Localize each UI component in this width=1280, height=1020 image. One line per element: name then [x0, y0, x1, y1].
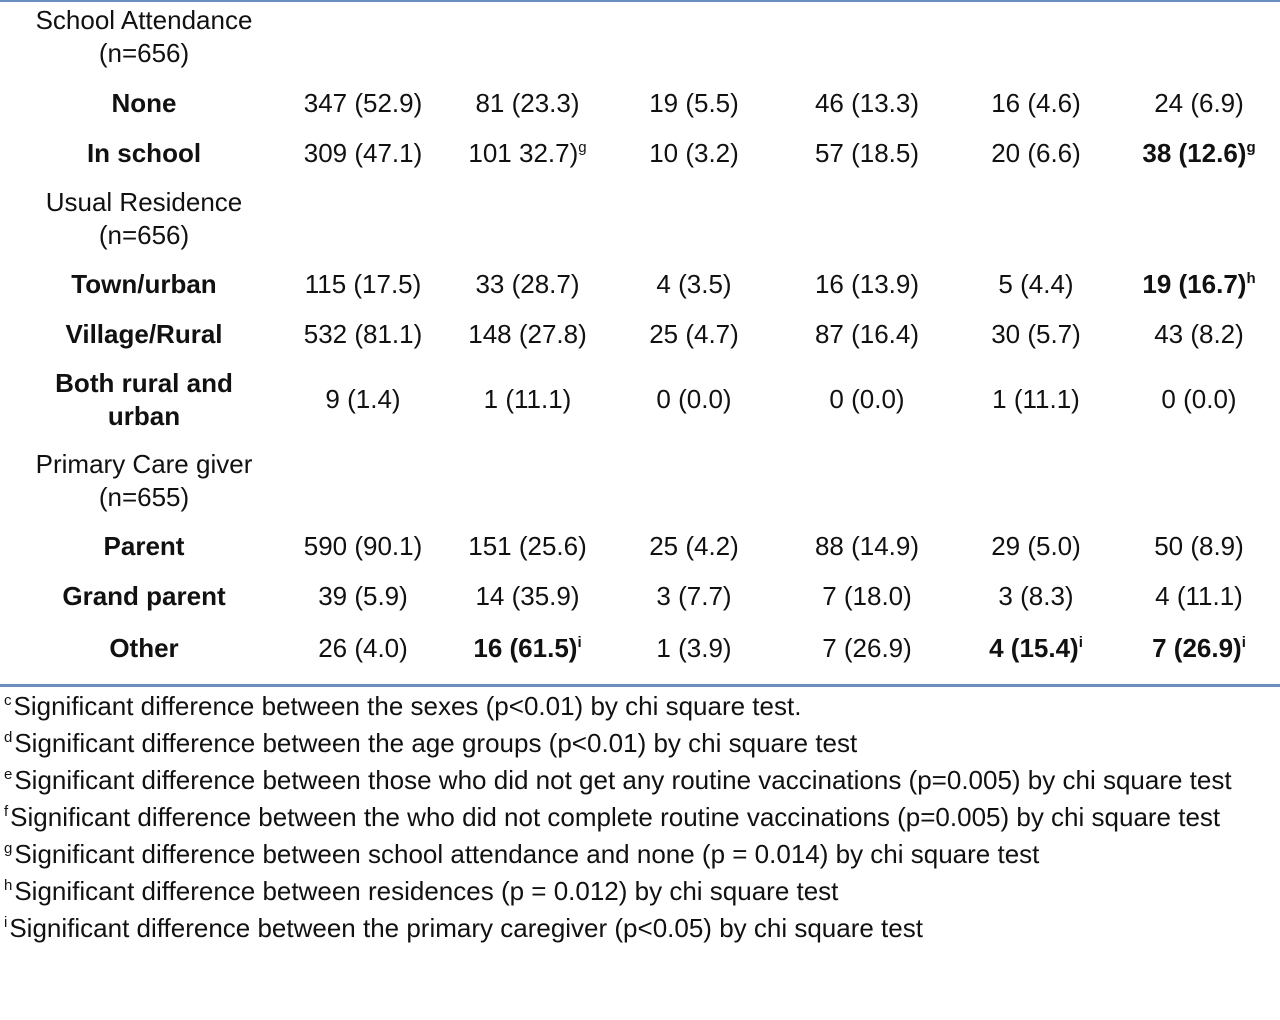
- cell-footnote-mark: g: [1246, 139, 1256, 156]
- table-cell: [778, 318, 956, 351]
- table-cell: [288, 383, 438, 416]
- row-label: [0, 367, 288, 433]
- section-heading-line: Usual Residence: [45, 187, 243, 217]
- table-cell: [960, 383, 1112, 416]
- cell-value: 43 (8.2): [1154, 319, 1244, 349]
- cell-footnote-mark: i: [577, 634, 582, 651]
- table-bottom-rule: [0, 684, 1280, 687]
- cell-value: 19 (16.7): [1142, 269, 1247, 299]
- row-label: [0, 87, 288, 120]
- row-label-line: None: [111, 88, 177, 118]
- cell-value: 0 (0.0): [1161, 384, 1237, 414]
- cell-value: 50 (8.9): [1154, 531, 1244, 561]
- cell-value: 57 (18.5): [814, 138, 920, 168]
- footnote-mark: h: [4, 877, 13, 894]
- row-label: [0, 268, 288, 301]
- cell-value: 87 (16.4): [814, 319, 920, 349]
- cell-value: 347 (52.9): [303, 88, 423, 118]
- footnote: [4, 910, 1278, 947]
- table-cell: [1118, 580, 1280, 613]
- table-cell: [288, 580, 438, 613]
- cell-value: 4 (3.5): [656, 269, 732, 299]
- cell-value: 9 (1.4): [325, 384, 401, 414]
- cell-value: 14 (35.9): [475, 581, 580, 611]
- footnote: [4, 688, 1278, 725]
- table-cell: [1118, 87, 1280, 120]
- footnote: [4, 873, 1278, 910]
- cell-footnote-mark: i: [1078, 634, 1083, 651]
- table-cell: [1118, 383, 1280, 416]
- section-heading-line: (n=656): [98, 38, 190, 68]
- cell-value: 16 (13.9): [814, 269, 920, 299]
- table-cell: [960, 318, 1112, 351]
- footnote-text: Significant difference between residences (p = 0.012) by chi square test: [14, 876, 839, 906]
- cell-value: 7 (18.0): [822, 581, 912, 611]
- section-heading: [0, 186, 288, 252]
- cell-value: 38 (12.6): [1142, 138, 1247, 168]
- cell-value: 3 (7.7): [656, 581, 732, 611]
- table-cell: [960, 530, 1112, 563]
- cell-value: 148 (27.8): [468, 319, 587, 349]
- cell-value: 24 (6.9): [1154, 88, 1244, 118]
- footnote-text: Significant difference between the age groups (p<0.01) by chi square test: [14, 728, 858, 758]
- table-cell: [445, 530, 610, 563]
- table-cell: [618, 268, 770, 301]
- cell-value: 88 (14.9): [814, 531, 920, 561]
- table-cell: [1118, 632, 1280, 665]
- table-cell: [1118, 268, 1280, 301]
- cell-value: 115 (17.5): [304, 269, 422, 299]
- table-cell: [618, 318, 770, 351]
- table-cell: [1118, 318, 1280, 351]
- table-cell: [445, 383, 610, 416]
- row-label-line: Parent: [103, 531, 185, 561]
- cell-value: 4 (15.4): [989, 633, 1079, 663]
- cell-footnote-mark: i: [1241, 634, 1246, 651]
- table-cell: [618, 383, 770, 416]
- row-label: [0, 632, 288, 665]
- table-cell: [960, 268, 1112, 301]
- footnote-mark: g: [4, 840, 13, 857]
- table-cell: [445, 137, 610, 170]
- footnote: [4, 762, 1278, 799]
- footnote-text: Significant difference between the primary caregiver (p<0.05) by chi square test: [9, 913, 923, 943]
- table-cell: [960, 580, 1112, 613]
- table-cell: [618, 580, 770, 613]
- row-label-line: Other: [109, 633, 179, 663]
- cell-value: 16 (4.6): [991, 88, 1081, 118]
- table-cell: [288, 268, 438, 301]
- table-cell: [618, 530, 770, 563]
- table-cell: [778, 137, 956, 170]
- footnote-mark: i: [4, 914, 8, 931]
- footnote-text: Significant difference between school attendance and none (p = 0.014) by chi square test: [14, 839, 1040, 869]
- row-label: [0, 580, 288, 613]
- footnote-text: Significant difference between the who did not complete routine vaccinations (p=0.005) by chi square test: [10, 802, 1221, 832]
- cell-value: 309 (47.1): [303, 138, 423, 168]
- cell-value: 0 (0.0): [656, 384, 732, 414]
- cell-value: 26 (4.0): [318, 633, 408, 663]
- table-cell: [618, 87, 770, 120]
- table-cell: [960, 87, 1112, 120]
- table-cell: [618, 137, 770, 170]
- section-heading-line: (n=656): [98, 220, 190, 250]
- cell-value: 10 (3.2): [649, 138, 739, 168]
- row-label-line: Grand parent: [62, 581, 226, 611]
- cell-footnote-mark: g: [578, 139, 587, 156]
- cell-value: 5 (4.4): [998, 269, 1074, 299]
- footnote: [4, 725, 1278, 762]
- section-heading: [0, 448, 288, 514]
- table-cell: [960, 137, 1112, 170]
- section-heading-line: School Attendance: [35, 5, 253, 35]
- table-cell: [288, 530, 438, 563]
- cell-value: 33 (28.7): [475, 269, 580, 299]
- footnote: [4, 799, 1278, 836]
- table-cell: [778, 632, 956, 665]
- cell-value: 16 (61.5): [473, 633, 578, 663]
- table-cell: [445, 318, 610, 351]
- table-cell: [288, 137, 438, 170]
- cell-value: 0 (0.0): [829, 384, 905, 414]
- row-label-line: Both rural and: [55, 368, 233, 398]
- cell-value: 39 (5.9): [318, 581, 408, 611]
- footnote-mark: f: [4, 803, 9, 820]
- cell-value: 7 (26.9): [1152, 633, 1242, 663]
- row-label-line: Town/urban: [71, 269, 217, 299]
- footnote-text: Significant difference between those who did not get any routine vaccinations (p=0.005) by chi square test: [14, 765, 1232, 795]
- row-label-line: urban: [107, 401, 181, 431]
- cell-value: 1 (3.9): [656, 633, 732, 663]
- cell-footnote-mark: h: [1246, 270, 1256, 287]
- table-cell: [778, 87, 956, 120]
- table-top-rule: [0, 0, 1280, 2]
- footnote-mark: c: [4, 692, 12, 709]
- cell-value: 3 (8.3): [998, 581, 1074, 611]
- table-cell: [960, 632, 1112, 665]
- table-cell: [778, 580, 956, 613]
- cell-value: 20 (6.6): [991, 138, 1081, 168]
- cell-value: 7 (26.9): [822, 633, 912, 663]
- footnote-mark: e: [4, 766, 13, 783]
- table-cell: [288, 318, 438, 351]
- cell-value: 101 32.7): [468, 138, 579, 168]
- cell-value: 590 (90.1): [303, 531, 423, 561]
- table-cell: [778, 383, 956, 416]
- section-heading-line: (n=655): [98, 482, 190, 512]
- section-heading: [0, 4, 288, 70]
- cell-value: 25 (4.7): [649, 319, 739, 349]
- row-label: [0, 137, 288, 170]
- cell-value: 19 (5.5): [649, 88, 739, 118]
- footnote: [4, 836, 1278, 873]
- table-cell: [778, 530, 956, 563]
- table-cell: [445, 268, 610, 301]
- cell-value: 4 (11.1): [1155, 581, 1243, 611]
- table-cell: [1118, 137, 1280, 170]
- footnote-mark: d: [4, 729, 13, 746]
- row-label: [0, 530, 288, 563]
- row-label: [0, 318, 288, 351]
- footnote-text: Significant difference between the sexes (p<0.01) by chi square test.: [13, 691, 802, 721]
- table-cell: [1118, 530, 1280, 563]
- row-label-line: In school: [86, 138, 202, 168]
- cell-value: 29 (5.0): [991, 531, 1081, 561]
- table-cell: [445, 87, 610, 120]
- cell-value: 1 (11.1): [483, 384, 572, 414]
- table-cell: [445, 580, 610, 613]
- cell-value: 151 (25.6): [468, 531, 587, 561]
- table-cell: [445, 632, 610, 665]
- table-cell: [778, 268, 956, 301]
- cell-value: 1 (11.1): [992, 384, 1080, 414]
- table-cell: [618, 632, 770, 665]
- row-label-line: Village/Rural: [65, 319, 223, 349]
- table-cell: [288, 632, 438, 665]
- section-heading-line: Primary Care giver: [35, 449, 253, 479]
- cell-value: 25 (4.2): [649, 531, 739, 561]
- cell-value: 46 (13.3): [814, 88, 920, 118]
- cell-value: 81 (23.3): [475, 88, 580, 118]
- cell-value: 30 (5.7): [991, 319, 1081, 349]
- table-cell: [288, 87, 438, 120]
- cell-value: 532 (81.1): [303, 319, 423, 349]
- footnotes: [4, 688, 1278, 947]
